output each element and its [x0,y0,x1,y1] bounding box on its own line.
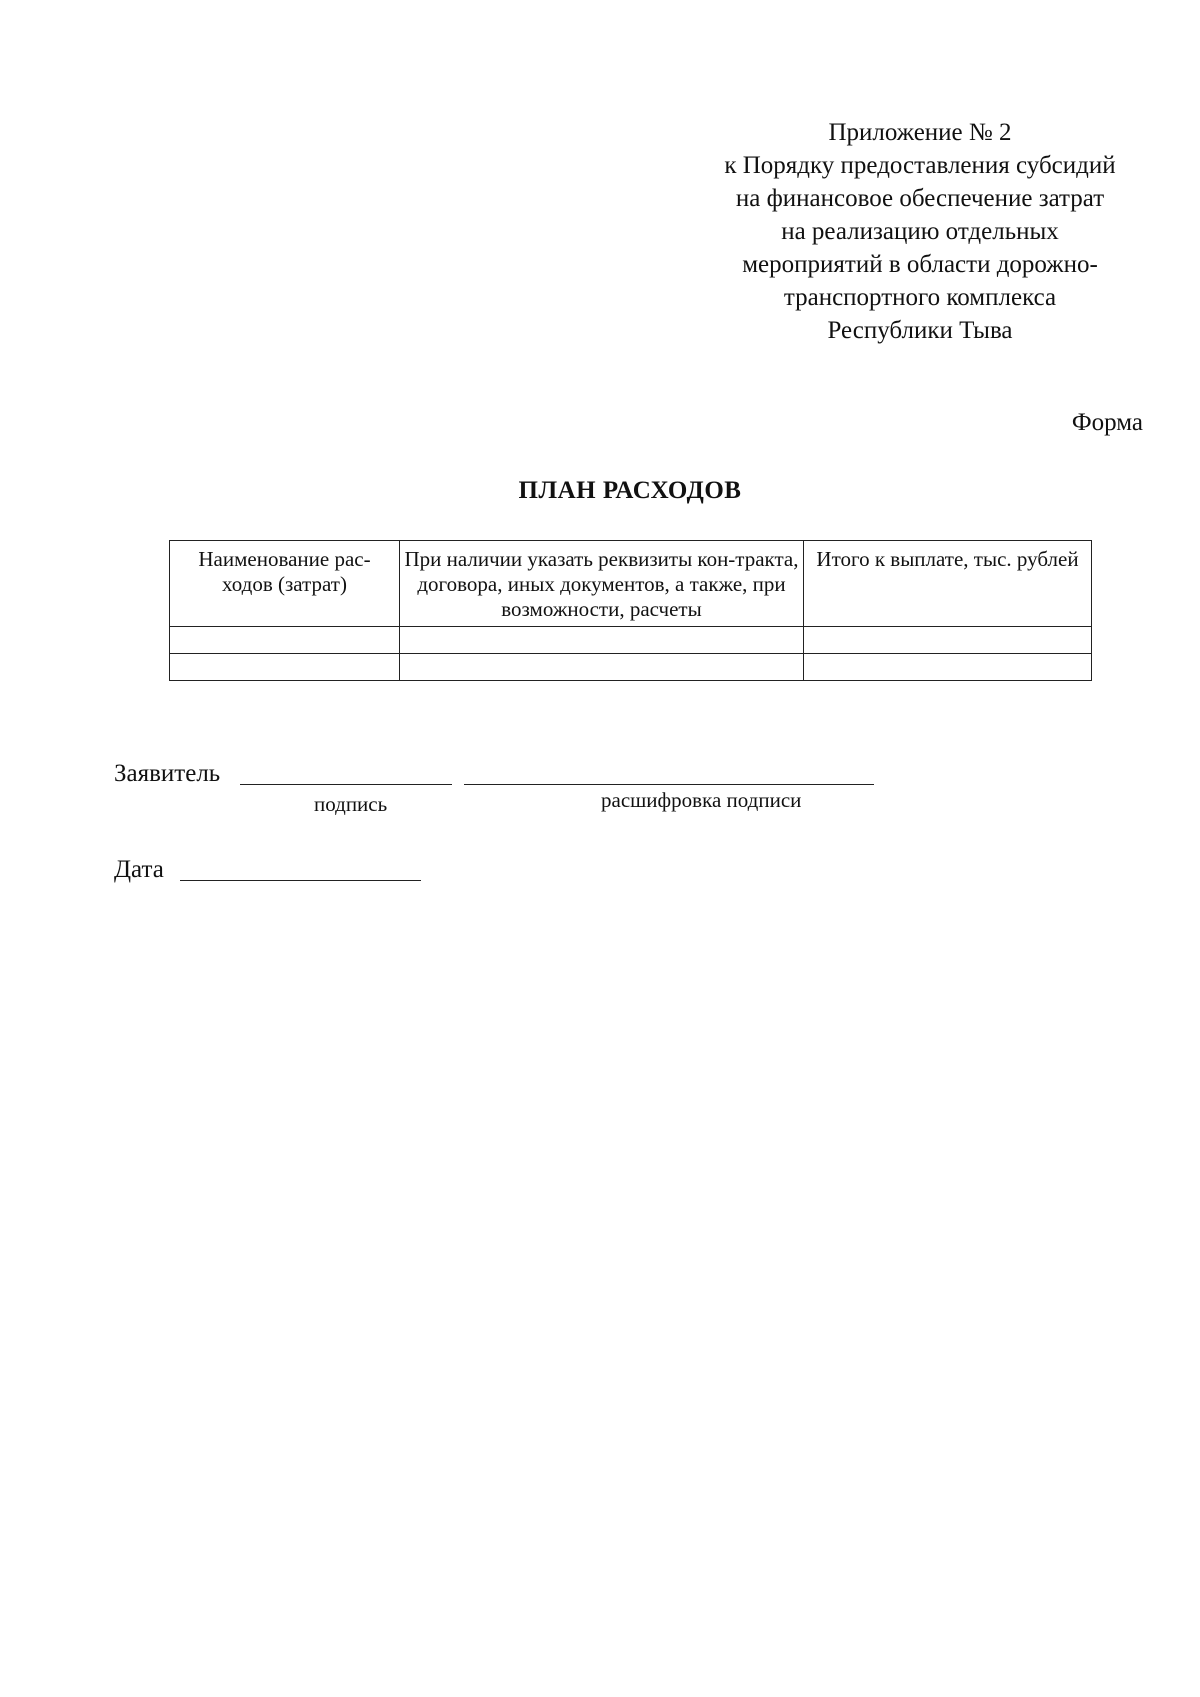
table-cell[interactable] [400,627,804,654]
table-cell[interactable] [804,654,1092,681]
table-cell[interactable] [170,654,400,681]
appendix-line: на реализацию отдельных [781,218,1059,245]
appendix-line: транспортного комплекса [783,284,1057,311]
appendix-line: Республики Тыва [827,317,1013,344]
appendix-line: Приложение № 2 [828,119,1012,146]
appendix-line: к Порядку предоставления субсидий [724,152,1116,179]
table-row [170,654,1092,681]
appendix-heading [660,116,1180,347]
table-cell[interactable] [400,654,804,681]
signature-decode-field[interactable] [464,784,874,785]
appendix-line: на финансовое обеспечение затрат [735,185,1105,212]
date-field[interactable] [180,880,421,881]
signature-caption: подпись [314,792,388,816]
appendix-line: мероприятий в области дорожно- [742,251,1098,278]
header-expense-name: Наименование рас-ходов (затрат) [170,541,400,627]
expense-plan-table [169,540,1092,681]
document-title: ПЛАН РАСХОДОВ [518,477,742,504]
signature-decode-caption: расшифровка подписи [601,788,802,812]
table-cell[interactable] [804,627,1092,654]
form-label: Форма [1071,409,1143,436]
applicant-label: Заявитель [114,760,221,787]
signature-field[interactable] [240,784,452,785]
table-cell[interactable] [170,627,400,654]
date-label: Дата [114,856,164,883]
table-row [170,627,1092,654]
header-total-payment: Итого к выплате, тыс. рублей [804,541,1092,627]
table-header-row [170,541,1092,627]
header-contract-details: При наличии указать реквизиты кон-тракта, договора, иных документов, а также, при возможности, расчеты [400,541,804,627]
